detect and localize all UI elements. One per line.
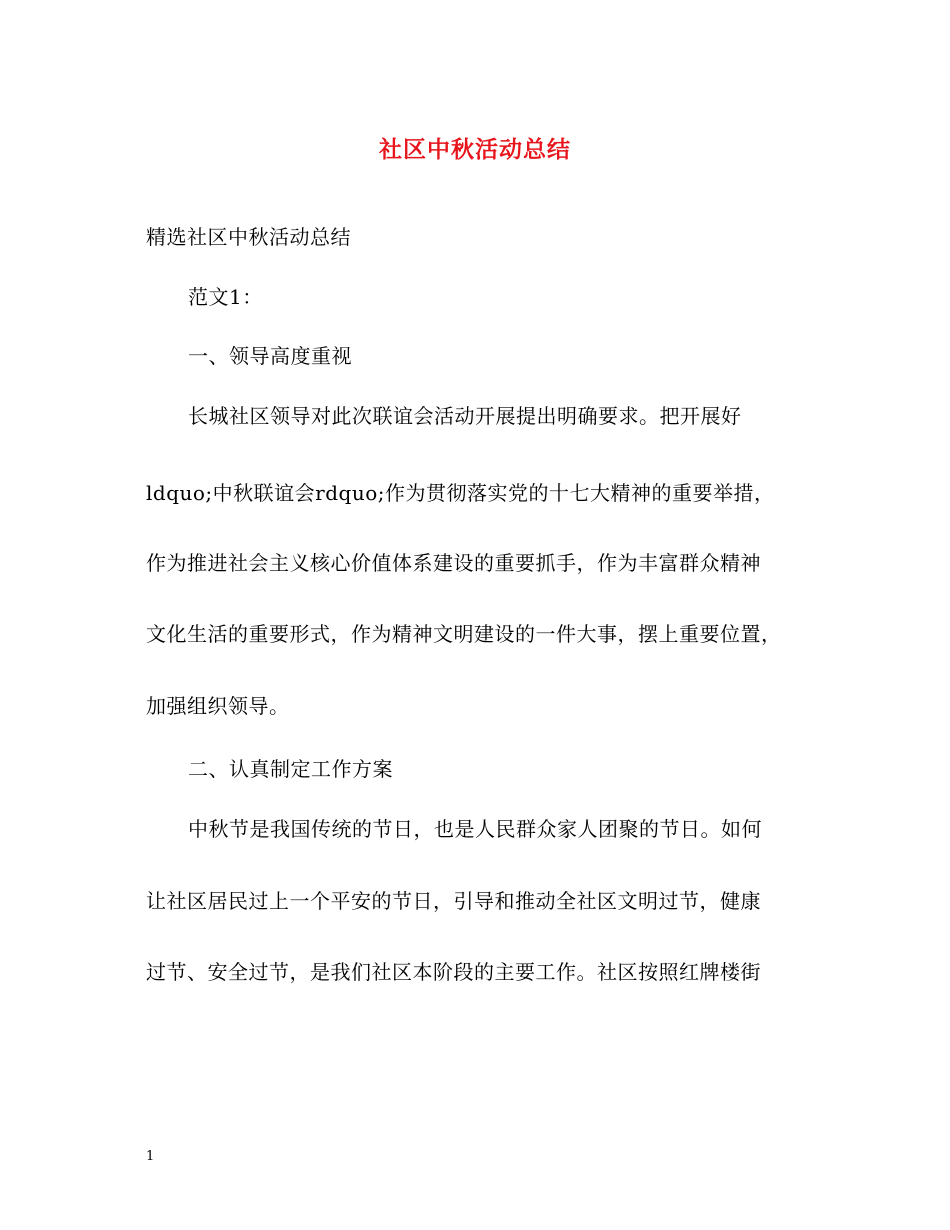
paragraph-line: 文化生活的重要形式，作为精神文明建设的一件大事，摆上重要位置， <box>146 622 782 646</box>
paragraph-line: 长城社区领导对此次联谊会活动开展提出明确要求。把开展好 <box>188 404 742 428</box>
paragraph-line: ldquo;中秋联谊会rdquo;作为贯彻落实党的十七大精神的重要举措， <box>146 481 775 505</box>
paragraph-line: 过节、安全过节，是我们社区本阶段的主要工作。社区按照红牌楼街 <box>146 960 761 984</box>
page-number: 1 <box>146 1149 155 1164</box>
section2-heading: 二、认真制定工作方案 <box>188 757 393 781</box>
paragraph-line: 加强组织领导。 <box>146 694 290 718</box>
paragraph-line: 让社区居民过上一个平安的节日，引导和推动全社区文明过节，健康 <box>146 889 761 913</box>
paragraph-line: 作为推进社会主义核心价值体系建设的重要抓手，作为丰富群众精神 <box>146 551 761 575</box>
section1-heading: 一、领导高度重视 <box>188 344 352 368</box>
sample-label: 范文1： <box>188 285 263 309</box>
document-title: 社区中秋活动总结 <box>379 136 571 163</box>
paragraph-line: 中秋节是我国传统的节日，也是人民群众家人团聚的节日。如何 <box>188 817 762 841</box>
document-subtitle: 精选社区中秋活动总结 <box>146 225 351 249</box>
